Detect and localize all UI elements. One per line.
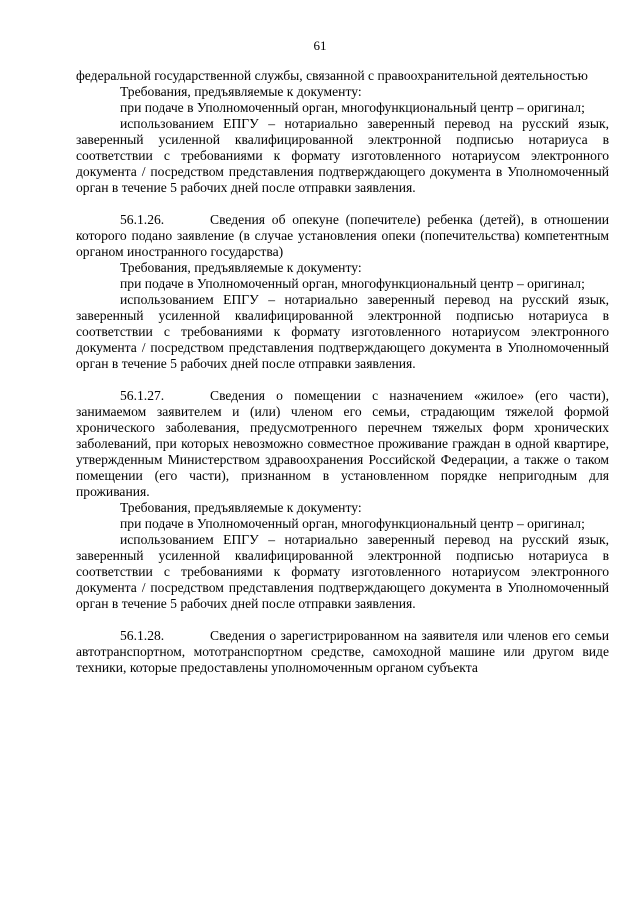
requirements-heading: Требования, предъявляемые к документу: — [120, 260, 362, 275]
requirement-epgu: использованием ЕПГУ – нотариально заверенный перевод на русский язык, заверенный усиленной квалифицированной электронной подписью нотариуса в соответствии с требованиями к формату изготовленного нотариусом электронного документа / посредством представления подтверждающего документа в Уполномоченный орган в течение 5 рабочих дней после отправки заявления. — [76, 116, 609, 195]
section-text: Сведения о зарегистрированном на заявителя или членов его семьи автотранспортном, мототранспортном средстве, самоходной машине или другом виде техники, которые предоставлены уполномоченным органом субъекта — [76, 628, 609, 675]
document-body — [76, 68, 609, 676]
section-number: 56.1.26. — [120, 212, 165, 227]
section-text: Сведения об опекуне (попечителе) ребенка (детей), в отношении которого подано заявление (в случае установления опеки (попечительства) компетентным органом иностранного государства) — [76, 212, 609, 259]
paragraph-continuation: федеральной государственной службы, связанной с правоохранительной деятельностью — [76, 68, 588, 83]
requirements-heading: Требования, предъявляемые к документу: — [120, 84, 362, 99]
section-56-1-26 — [76, 212, 609, 260]
requirements-heading: Требования, предъявляемые к документу: — [120, 500, 362, 515]
requirement-epgu: использованием ЕПГУ – нотариально заверенный перевод на русский язык, заверенный усиленной квалифицированной электронной подписью нотариуса в соответствии с требованиями к формату изготовленного нотариусом электронного документа / посредством представления подтверждающего документа в Уполномоченный орган в течение 5 рабочих дней после отправки заявления. — [76, 292, 609, 371]
requirement-original: при подаче в Уполномоченный орган, многофункциональный центр – оригинал; — [120, 100, 585, 115]
section-number: 56.1.28. — [120, 628, 165, 643]
requirement-original: при подаче в Уполномоченный орган, многофункциональный центр – оригинал; — [120, 516, 585, 531]
section-56-1-27 — [76, 388, 609, 500]
page-number: 61 — [313, 38, 327, 53]
section-number: 56.1.27. — [120, 388, 165, 403]
section-text: Сведения о помещении с назначением «жилое» (его части), занимаемом заявителем и (или) членом его семьи, страдающим тяжелой формой хронического заболевания, предусмотренного перечнем тяжелых форм хронических заболеваний, при которых невозможно совместное проживание граждан в одной квартире, утвержденным Министерством здравоохранения Российской Федерации, а также о таком помещении (его части), признанном в установленном порядке непригодным для проживания. — [76, 388, 609, 499]
section-56-1-28 — [76, 628, 609, 676]
requirement-original: при подаче в Уполномоченный орган, многофункциональный центр – оригинал; — [120, 276, 585, 291]
requirement-epgu: использованием ЕПГУ – нотариально заверенный перевод на русский язык, заверенный усиленной квалифицированной электронной подписью нотариуса в соответствии с требованиями к формату изготовленного нотариусом электронного документа / посредством представления подтверждающего документа в Уполномоченный орган в течение 5 рабочих дней после отправки заявления. — [76, 532, 609, 611]
